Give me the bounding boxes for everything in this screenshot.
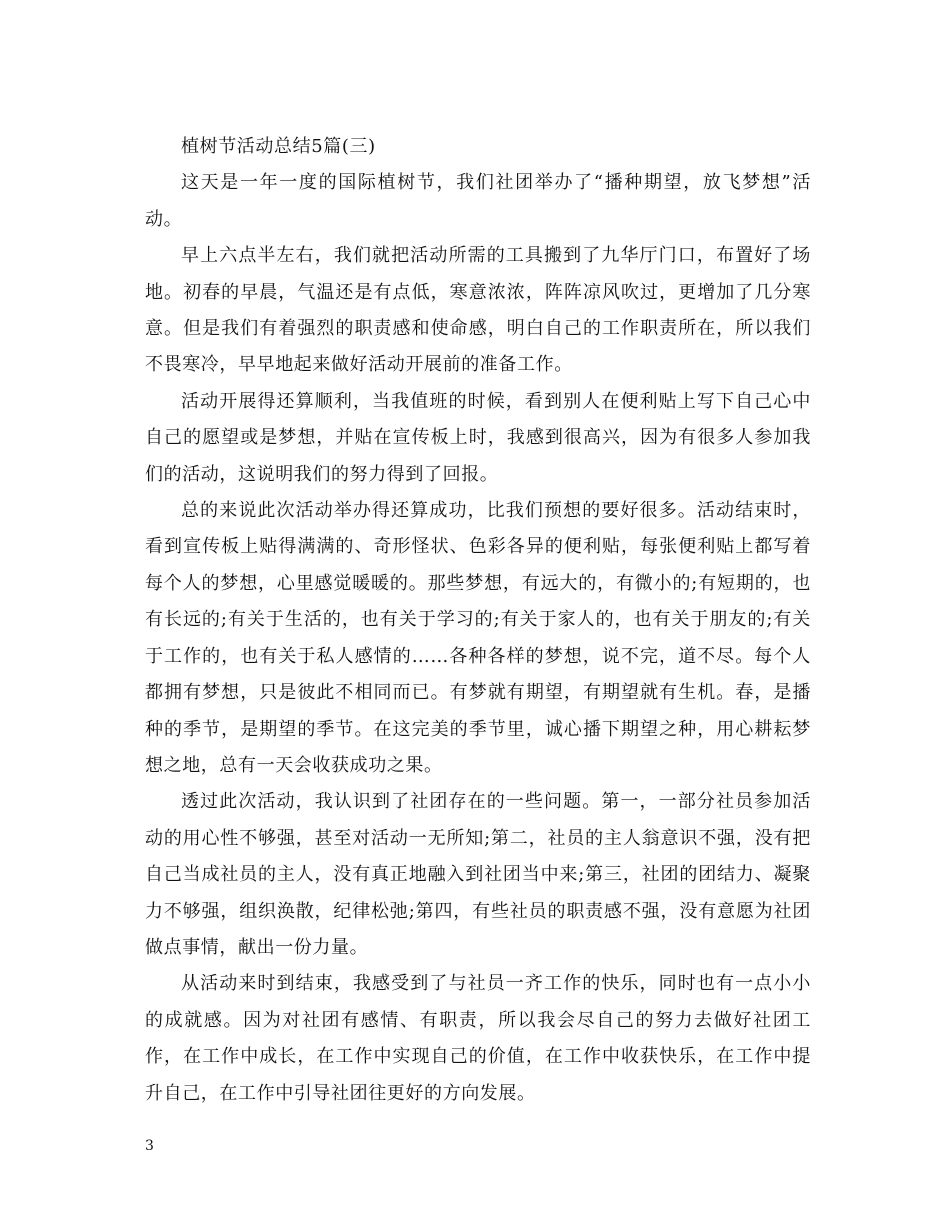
document-title: 植树节活动总结5篇(三) [181, 136, 376, 157]
paragraph-1: 这天是一年一度的国际植树节，我们社团举办了“播种期望，放飞梦想”活动。 [145, 172, 811, 230]
document-body [145, 129, 811, 1112]
page-number: 3 [145, 1138, 154, 1154]
paragraph-2: 早上六点半左右，我们就把活动所需的工具搬到了九华厅门口，布置好了场地。初春的早晨，气温还是有点低，寒意浓浓，阵阵凉风吹过，更增加了几分寒意。但是我们有着强烈的职责感和使命感，明白自己的工作职责所在，所以我们不畏寒冷，早早地起来做好活动开展前的准备工作。 [145, 245, 811, 376]
paragraph-4: 总的来说此次活动举办得还算成功，比我们预想的要好很多。活动结束时，看到宣传板上贴得满满的、奇形怪状、色彩各异的便利贴，每张便利贴上都写着每个人的梦想，心里感觉暖暖的。那些梦想，有远大的，有微小的;有短期的，也有长远的;有关于生活的，也有关于学习的;有关于家人的，也有关于朋友的;有关于工作的，也有关于私人感情的……各种各样的梦想，说不完，道不尽。每个人都拥有梦想，只是彼此不相同而已。有梦就有期望，有期望就有生机。春，是播种的季节，是期望的季节。在这完美的季节里，诚心播下期望之种，用心耕耘梦想之地，总有一天会收获成功之果。 [145, 500, 811, 776]
paragraph-5: 透过此次活动，我认识到了社团存在的一些问题。第一，一部分社员参加活动的用心性不够强，甚至对活动一无所知;第二，社员的主人翁意识不强，没有把自己当成社员的主人，没有真正地融入到社团当中来;第三，社团的团结力、凝聚力不够强，组织涣散，纪律松弛;第四，有些社员的职责感不强，没有意愿为社团做点事情，献出一份力量。 [145, 791, 811, 958]
paragraph-3: 活动开展得还算顺利，当我值班的时候，看到别人在便利贴上写下自己心中自己的愿望或是梦想，并贴在宣传板上时，我感到很高兴，因为有很多人参加我们的活动，这说明我们的努力得到了回报。 [145, 390, 811, 485]
paragraph-6: 从活动来时到结束，我感受到了与社员一齐工作的快乐，同时也有一点小小的成就感。因为对社团有感情、有职责，所以我会尽自己的努力去做好社团工作，在工作中成长，在工作中实现自己的价值，在工作中收获快乐，在工作中提升自己，在工作中引导社团往更好的方向发展。 [145, 973, 811, 1104]
